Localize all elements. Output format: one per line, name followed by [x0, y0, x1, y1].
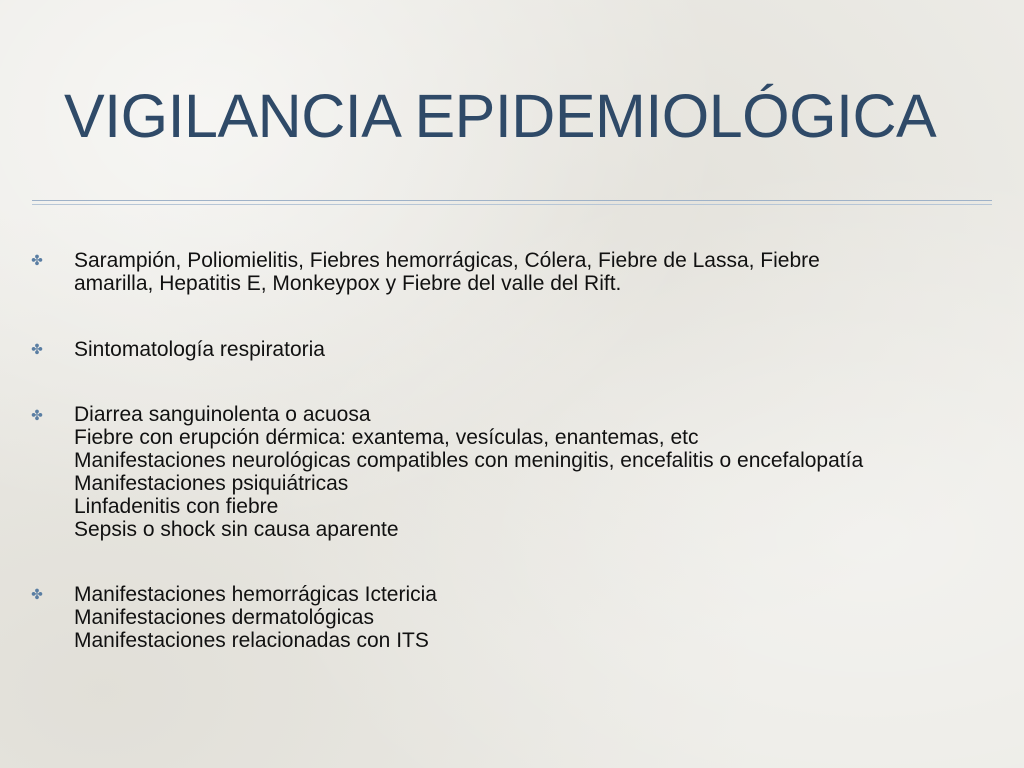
bullet-text [74, 583, 994, 652]
bullet-line: Diarrea sanguinolenta o acuosa [74, 403, 371, 426]
bullet-line: Manifestaciones neurológicas compatibles con meningitis, encefalitis o encefalopatía [74, 449, 864, 472]
bullet-line: Manifestaciones relacionadas con ITS [74, 629, 429, 652]
bullet-line: amarilla, Hepatitis E, Monkeypox y Fiebre del valle del Rift. [74, 272, 622, 295]
bullet-text [74, 249, 994, 295]
cross-ornament-icon: ✤ [31, 587, 43, 603]
bullet-line: Manifestaciones hemorrágicas Ictericia [74, 583, 437, 606]
cross-ornament-icon: ✤ [31, 253, 43, 269]
bullet-line: Manifestaciones dermatológicas [74, 606, 374, 629]
bullet-line: Sintomatología respiratoria [74, 338, 325, 361]
cross-ornament-icon: ✤ [31, 342, 43, 358]
slide-title: VIGILANCIA EPIDEMIOLÓGICA [64, 82, 937, 150]
bullet-line: Manifestaciones psiquiátricas [74, 472, 349, 495]
bullet-line: Fiebre con erupción dérmica: exantema, vesículas, enantemas, etc [74, 426, 699, 449]
bullet-line: Sepsis o shock sin causa aparente [74, 518, 399, 541]
cross-ornament-icon: ✤ [31, 408, 43, 424]
bullet-line: Linfadenitis con fiebre [74, 495, 279, 518]
bullet-text [74, 338, 994, 361]
bullet-text [74, 403, 994, 541]
bullet-line: Sarampión, Poliomielitis, Fiebres hemorrágicas, Cólera, Fiebre de Lassa, Fiebre [74, 249, 820, 272]
